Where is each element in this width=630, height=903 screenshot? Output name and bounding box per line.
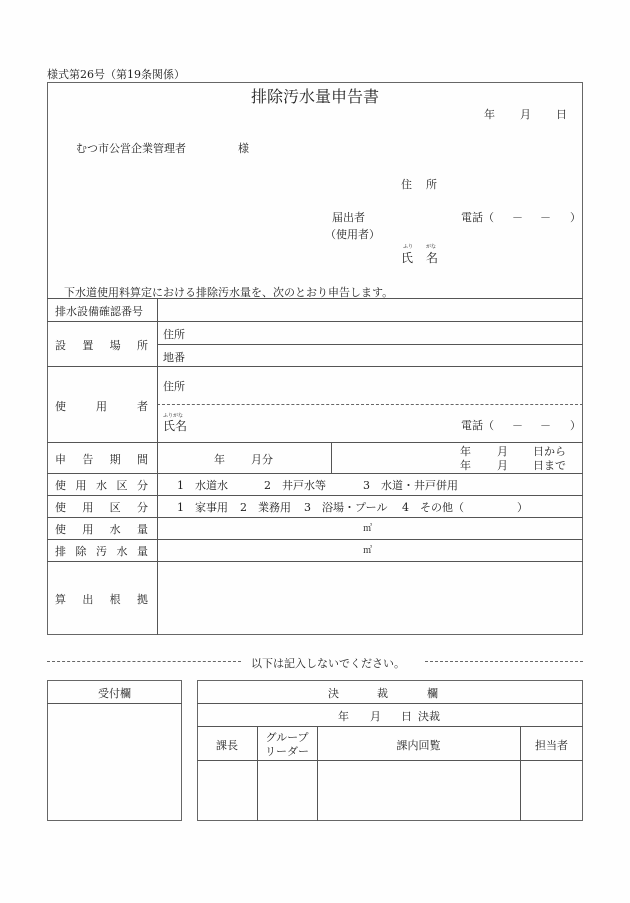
water-type-option-3[interactable]: 3 水道・井戸併用: [363, 479, 458, 492]
label-char: 告: [82, 453, 94, 466]
use-type-option-3[interactable]: 3 浴場・プール: [304, 501, 388, 514]
location-label: [55, 337, 148, 353]
period-from-day: 日から: [533, 445, 566, 458]
label-char: 用: [75, 479, 87, 492]
form-number: 様式第26号（第19条関係）: [47, 68, 185, 81]
label-char: 申: [55, 453, 66, 466]
date-day: 日: [556, 108, 567, 121]
decision-label-2: 裁: [377, 687, 388, 700]
user-phone-label: 電話（: [461, 419, 494, 432]
label-char: 排: [55, 545, 66, 558]
grid-line: [47, 495, 583, 496]
applicant-role-sub: （使用者）: [325, 228, 380, 241]
applicant-phone-close: ）: [570, 211, 581, 224]
applicant-name-ruby-1: ふり: [403, 244, 414, 250]
sewage-volume-label: [55, 543, 148, 559]
label-char: 水: [96, 479, 107, 492]
date-month: 月: [520, 108, 531, 121]
addressee-suffix: 様: [238, 142, 249, 155]
label-char: 量: [136, 523, 148, 536]
applicant-name-label-2: 名: [426, 251, 439, 265]
decision-date-month: 月: [370, 710, 381, 723]
user-address-label: 住所: [163, 380, 185, 393]
water-volume-unit: ㎥: [363, 524, 373, 534]
column-circulation: 課内回覧: [396, 739, 441, 752]
applicant-phone-sep1: －: [512, 211, 523, 224]
user-label: [55, 398, 148, 414]
document-title: 排除汚水量申告書: [250, 87, 379, 106]
separator-dash-left: [47, 661, 241, 662]
decision-date-year: 年: [338, 710, 349, 723]
confirm-number-label: 排水設備確認番号: [55, 305, 143, 318]
period-to-day: 日まで: [533, 459, 566, 472]
decision-label-3: 欄: [427, 687, 438, 700]
period-year: 年: [214, 453, 225, 466]
user-phone-sep1: －: [512, 419, 523, 432]
applicant-name-label-1: 氏: [401, 251, 414, 265]
decision-label-1: 決: [328, 687, 339, 700]
date-year: 年: [484, 108, 495, 121]
label-char: 汚: [96, 545, 107, 558]
separator-text: 以下は記入しないでください。: [251, 657, 405, 670]
applicant-address-label-2: 所: [426, 178, 437, 191]
label-char: 置: [82, 339, 94, 352]
label-char: 区: [109, 501, 121, 514]
basis-label: [55, 591, 148, 607]
grid-line: [47, 366, 583, 367]
use-type-option-4[interactable]: 4 その他（: [402, 501, 464, 514]
grid-line: [47, 539, 583, 540]
period-from-month: 月: [497, 445, 508, 458]
column-section-chief: 課長: [216, 739, 238, 752]
use-type-label: [55, 499, 148, 515]
separator-dash-right: [425, 661, 583, 662]
column-group-leader-2: リーダー: [265, 745, 309, 758]
use-type-option-2[interactable]: 2 業務用: [240, 501, 291, 514]
label-char: 出: [82, 593, 94, 606]
grid-line: [197, 760, 583, 761]
label-char: 水: [116, 545, 128, 558]
grid-line: [197, 726, 583, 727]
user-name-label: 氏名: [163, 419, 188, 433]
water-type-label: [55, 477, 148, 493]
label-char: 用: [96, 400, 107, 413]
label-char: 用: [82, 501, 94, 514]
label-char: 使: [55, 523, 66, 536]
grid-line: [47, 321, 583, 322]
column-person-in-charge: 担当者: [535, 739, 568, 752]
location-address-label: 住所: [163, 328, 185, 341]
decision-date-suffix: 決裁: [418, 710, 440, 723]
grid-line: [331, 442, 332, 473]
decision-date-day: 日: [401, 710, 412, 723]
label-char: 根: [109, 593, 121, 606]
use-type-option-1[interactable]: 1 家事用: [177, 501, 228, 514]
reception-label: 受付欄: [98, 687, 131, 700]
period-to-month: 月: [497, 459, 508, 472]
basis-field[interactable]: [158, 562, 582, 634]
intro-text: 下水道使用料算定における排除汚水量を、次のとおり申告します。: [64, 286, 394, 299]
user-name-ruby: ふりがな: [163, 413, 184, 419]
label-char: 使: [55, 501, 66, 514]
location-lot-label: 地番: [163, 351, 185, 364]
period-label: [55, 451, 148, 467]
use-type-close: ）: [517, 501, 528, 514]
label-char: 使: [55, 400, 66, 413]
period-from-year: 年: [460, 445, 471, 458]
grid-line: [47, 473, 583, 474]
grid-line: [47, 517, 583, 518]
user-phone-close: ）: [570, 419, 581, 432]
label-char: 分: [137, 479, 148, 492]
addressee: むつ市公営企業管理者: [76, 142, 186, 155]
water-type-option-1[interactable]: 1 水道水: [177, 479, 228, 492]
label-char: 用: [82, 523, 94, 536]
label-char: 期: [109, 453, 121, 466]
applicant-address-label-1: 住: [401, 178, 412, 191]
grid-line: [197, 703, 583, 704]
label-char: 分: [136, 501, 148, 514]
label-char: 間: [136, 453, 148, 466]
applicant-name-ruby-2: がな: [426, 244, 437, 250]
label-char: 拠: [136, 593, 148, 606]
label-char: 算: [55, 593, 66, 606]
label-char: 者: [137, 400, 148, 413]
label-char: 量: [137, 545, 148, 558]
reception-box: [47, 680, 182, 821]
water-type-option-2[interactable]: 2 井戸水等: [264, 479, 326, 492]
grid-line: [157, 344, 583, 345]
label-char: 水: [109, 523, 121, 536]
period-to-year: 年: [460, 459, 471, 472]
applicant-phone-sep2: －: [540, 211, 551, 224]
dashed-line: [157, 404, 583, 405]
applicant-role: 届出者: [332, 211, 365, 224]
label-char: 区: [116, 479, 128, 492]
label-char: 除: [75, 545, 87, 558]
grid-line: [47, 703, 182, 704]
water-volume-label: [55, 521, 148, 537]
column-group-leader-1: グループ: [265, 731, 309, 744]
label-char: 使: [55, 479, 66, 492]
confirm-number-field[interactable]: [158, 299, 582, 320]
label-char: 所: [136, 339, 148, 352]
period-month-part: 月分: [251, 453, 273, 466]
sewage-volume-unit: ㎥: [363, 546, 373, 556]
user-phone-sep2: －: [540, 419, 551, 432]
label-char: 場: [109, 339, 121, 352]
applicant-phone-label: 電話（: [461, 211, 494, 224]
label-char: 設: [55, 339, 66, 352]
